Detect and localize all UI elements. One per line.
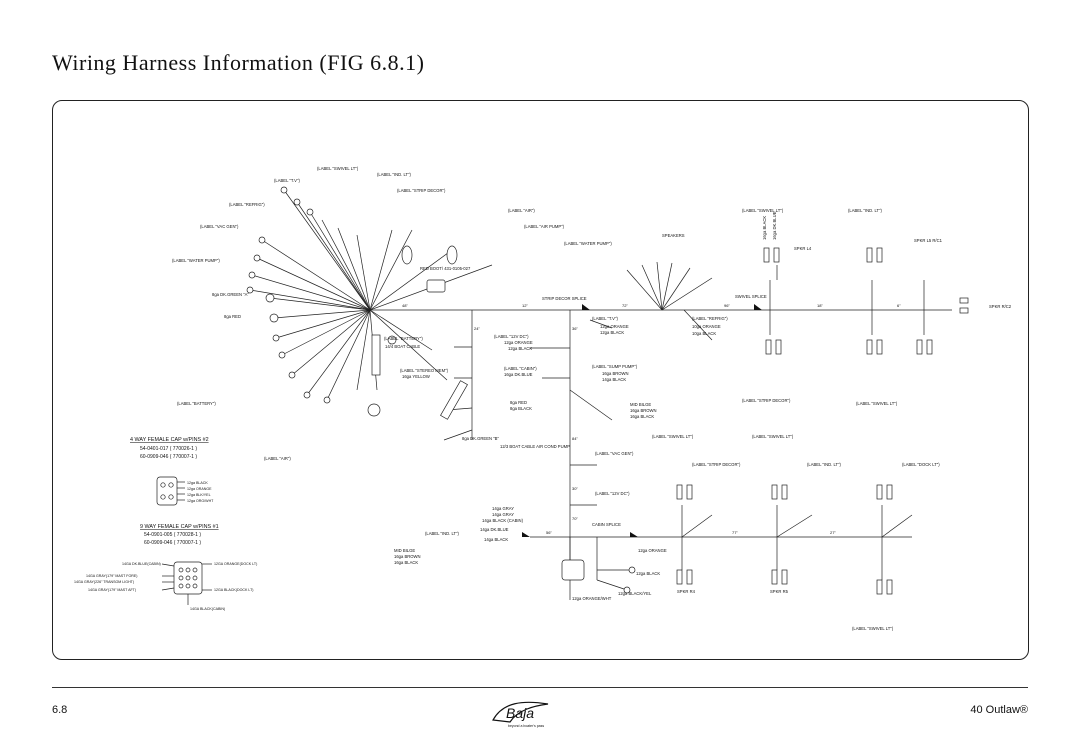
four-way-title: 4 WAY FEMALE CAP w/PINS #2 — [130, 437, 209, 443]
label-ind: (LABEL "IND. LT") — [377, 172, 411, 177]
dim-label: 96" — [724, 303, 730, 308]
label-mid-3: 16ga BROWN — [630, 408, 657, 413]
label-w-dkblue-2: 14ga DK.BLUE — [480, 527, 509, 532]
dim-label: 27" — [830, 530, 836, 535]
label-strip-decor-3: (LABEL "STRIP DECOR") — [692, 462, 741, 467]
label-speakers: SPEAKERS — [662, 233, 685, 238]
label-ind-4: (LABEL "IND. LT") — [425, 531, 459, 536]
label-spkr-r4: SPKR R4 — [677, 589, 695, 594]
nine-way-pn2: 60-0909-046 ( 770007-1 ) — [144, 540, 201, 546]
label-swivel-4: (LABEL "SWIVEL LT") — [652, 434, 694, 439]
label-boat-cable: 14/4 BOAT CABLE — [385, 344, 421, 349]
label-w-orangewht: 12ga ORANGE/WHT — [572, 596, 612, 601]
footer-rule — [52, 687, 1028, 688]
label-spkr-r5: SPKR R5 — [770, 589, 788, 594]
label-mid-1: 16ga BROWN — [394, 554, 421, 559]
label-tv-2: (LABEL "T.V") — [592, 316, 618, 321]
nine-way-wire-left-3: 14GA GRAY(226" TRANSOM LIGHT) — [74, 580, 135, 584]
four-way-wire-1: 12ga BLACK — [187, 481, 208, 485]
label-w-dkblue-3: 16ga DK.BLUE — [772, 211, 777, 240]
four-way-connector-drawing — [157, 477, 185, 505]
label-12v-dc-2: (LABEL "12V DC") — [595, 491, 630, 496]
label-swivel-splice: SWIVEL SPLICE — [735, 294, 767, 299]
page-title: Wiring Harness Information (FIG 6.8.1) — [52, 50, 425, 75]
dim-label: 12" — [522, 303, 528, 308]
label-vac-gen: (LABEL "VAC GEN") — [200, 224, 239, 229]
nine-way-connector-drawing — [162, 562, 212, 605]
nine-way-title: 9 WAY FEMALE CAP w/PINS #1 — [140, 524, 219, 530]
dim-label: 24" — [474, 326, 480, 331]
label-w-orange-3: 10ga ORANGE — [692, 324, 721, 329]
nine-way-wire-left-4: 14GA GRAY(179" MAST AFT) — [88, 588, 137, 592]
label-swivel-2: (LABEL "SWIVEL LT") — [742, 208, 784, 213]
label-12v-dc: (LABEL "12V DC") — [494, 334, 529, 339]
label-w-orange-4: 12ga ORANGE — [638, 548, 667, 553]
label-w-green: 8ga DK.GREEN "B" — [462, 436, 499, 441]
label-w-brown: 16ga BROWN — [602, 371, 629, 376]
dim-label: 36" — [572, 326, 578, 331]
label-w-cabinblk: 14ga BLACK (CABIN) — [482, 518, 523, 523]
label-air-2: (LABEL "AIR") — [264, 456, 291, 461]
label-w-black-4: 14ga BLACK — [602, 377, 627, 382]
label-dock: (LABEL "DOCK LT") — [902, 462, 940, 467]
page-number: 6.8 — [52, 704, 68, 716]
label-mid-4: 16ga BLACK — [630, 414, 655, 419]
label-w-orange-2: 12ga ORANGE — [600, 324, 629, 329]
label-air: (LABEL "AIR") — [508, 208, 535, 213]
label-ind-2: (LABEL "IND. LT") — [848, 208, 882, 213]
label-air-pump: (LABEL "AIR PUMP") — [524, 224, 565, 229]
nine-way-wire-left-2: 14GA GRAY(179" MAST FORE) — [86, 574, 138, 578]
label-mid-2: 16ga BLACK — [394, 560, 419, 565]
label-refrig-2: (LABEL "REFRIG") — [692, 316, 728, 321]
nine-way-wire-right-2: 12GA BLACK(DOCK LT) — [214, 588, 254, 592]
label-spkr-rc2: SPKR R/C2 — [989, 304, 1012, 309]
baja-logo — [488, 696, 558, 732]
dim-label: 56" — [546, 530, 552, 535]
label-red-boot: RED BOOT\ 431-0105-027 — [420, 266, 471, 271]
label-midbilge: MID BILGE — [394, 548, 416, 553]
label-stereo-mem: (LABEL "STEREO MEM") — [400, 368, 448, 373]
label-strip-decor: (LABEL "STRIP DECOR") — [397, 188, 446, 193]
label-strip-decor-splice: STRIP DECOR SPLICE — [542, 296, 587, 301]
label-aircond: 12/3 BOAT CABLE AIR COND PUMP — [500, 444, 570, 449]
label-w-red-2: 8ga RED — [224, 314, 241, 319]
dim-label: 18" — [817, 303, 823, 308]
label-vac-gen-2: (LABEL "VAC GEN") — [595, 451, 634, 456]
label-w-yellow: 16ga YELLOW — [402, 374, 430, 379]
four-way-wire-4: 12ga ORG/WHT — [187, 499, 214, 503]
four-way-wire-3: 12ga BLK/YEL — [187, 493, 211, 497]
dim-label: 48" — [402, 303, 408, 308]
four-way-pn1: 54-0401-017 ( 770026-1 ) — [140, 446, 197, 452]
label-midbilge-2: MID BILGE — [630, 402, 652, 407]
label-w-gray-2: 14ga GRAY — [492, 512, 515, 517]
four-way-wire-2: 12ga ORANGE — [187, 487, 212, 491]
label-sump-pump: (LABEL "SUMP PUMP") — [592, 364, 638, 369]
label-w-black-2: 12ga BLACK — [600, 330, 625, 335]
label-cabin-splice: CABIN SPLICE — [592, 522, 621, 527]
label-w-black-3: 10ga BLACK — [692, 331, 717, 336]
label-w-black-5: 8ga BLACK — [510, 406, 532, 411]
wiring-diagram — [52, 100, 1027, 658]
dim-label: 72" — [622, 303, 628, 308]
dim-label: 77" — [732, 530, 738, 535]
label-w-blackyel: 12ga BLACK/YEL — [618, 591, 652, 596]
label-w-gray-1: 14ga GRAY — [492, 506, 515, 511]
dim-label: 6" — [897, 303, 901, 308]
label-swivel: (LABEL "SWIVEL LT") — [317, 166, 359, 171]
svg-text:beyond a boater's pass: beyond a boater's pass — [508, 724, 545, 728]
label-cabin: (LABEL "CABIN") — [504, 366, 537, 371]
label-w-black-7: 12ga BLACK — [636, 571, 661, 576]
dim-label: 84" — [572, 436, 578, 441]
label-w-red: 8ga RED — [510, 400, 527, 405]
label-swivel-3: (LABEL "SWIVEL LT") — [856, 401, 898, 406]
label-battery: (LABEL "BATTERY") — [177, 401, 216, 406]
label-strip-decor-2: (LABEL "STRIP DECOR") — [742, 398, 791, 403]
label-w-black: 12ga BLACK — [508, 346, 533, 351]
label-swivel-6: (LABEL "SWIVEL LT") — [852, 626, 894, 631]
label-refrig: (LABEL "REFRIG") — [229, 202, 265, 207]
label-spkr-l5: SPKR L5 R/C1 — [914, 238, 942, 243]
label-swivel-5: (LABEL "SWIVEL LT") — [752, 434, 794, 439]
dim-label: 70" — [572, 516, 578, 521]
label-tv: (LABEL "T.V") — [274, 178, 300, 183]
label-water-pump-2: (LABEL "WATER PUMP") — [564, 241, 612, 246]
nine-way-wire-left-1: 14GA DK.BLUE(CABIN) — [122, 562, 161, 566]
label-spkr-l4: SPKR L4 — [794, 246, 812, 251]
dim-label: 30" — [572, 486, 578, 491]
label-w-dkblue: 16ga DK.BLUE — [504, 372, 533, 377]
nine-way-wire-right-1: 12GA ORANGE(DOCK LT) — [214, 562, 258, 566]
label-w-green-2: 8ga DK.GREEN "A" — [212, 292, 249, 297]
four-way-pn2: 60-0909-046 ( 770007-1 ) — [140, 454, 197, 460]
svg-text:Baja: Baja — [506, 705, 535, 721]
label-water-pump: (LABEL "WATER PUMP") — [172, 258, 220, 263]
label-w-black-6: 14ga BLACK — [484, 537, 509, 542]
label-w-orange: 12ga ORANGE — [504, 340, 533, 345]
nine-way-wire-right-3: 14GA BLACK(CABIN) — [190, 607, 226, 611]
label-w-black-8: 16ga BLACK — [762, 215, 767, 240]
label-ind-3: (LABEL "IND. LT") — [807, 462, 841, 467]
nine-way-pn1: 54-0901-005 ( 770028-1 ) — [144, 532, 201, 538]
model-name: 40 Outlaw® — [970, 704, 1028, 716]
label-battery-2: (LABEL "BATTERY") — [384, 336, 423, 341]
